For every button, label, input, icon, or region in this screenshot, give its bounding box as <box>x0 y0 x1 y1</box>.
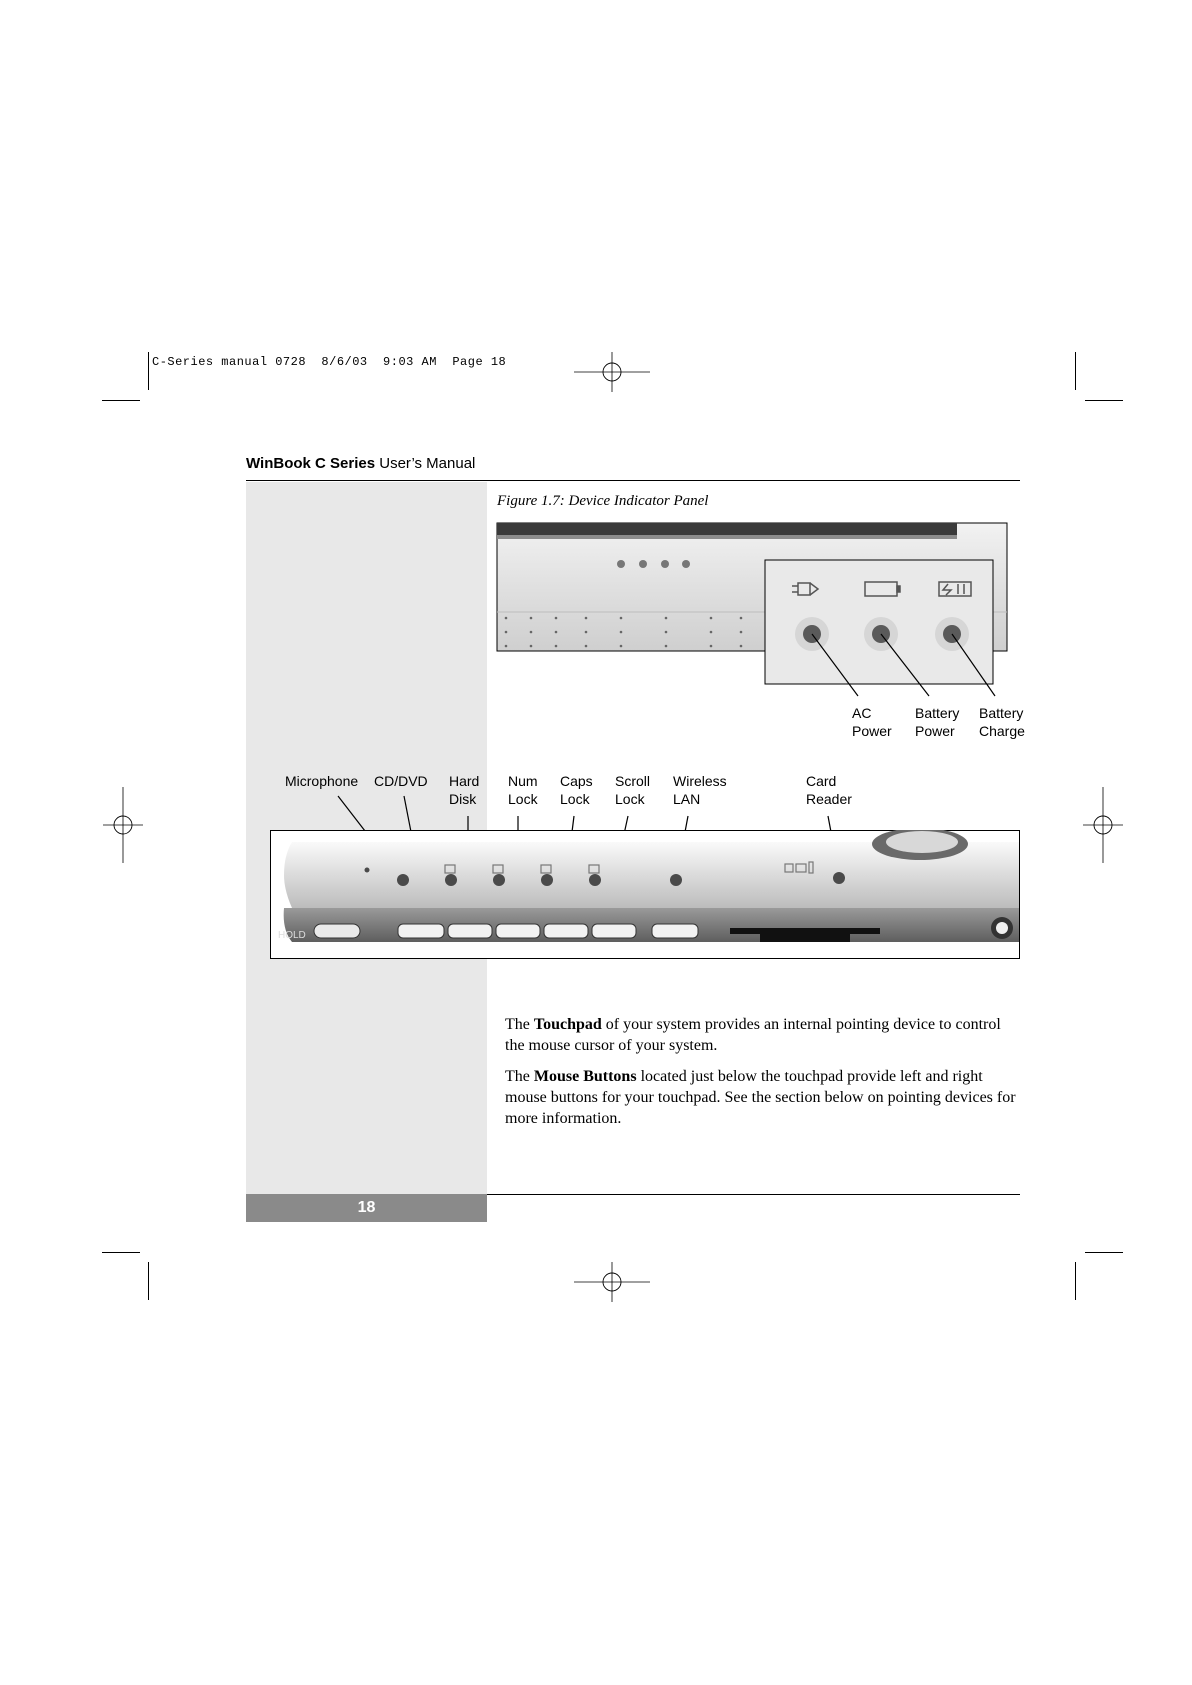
registration-mark-top <box>574 352 650 392</box>
label-card-reader: Card Reader <box>806 773 852 807</box>
figure-caption: Figure 1.7: Device Indicator Panel <box>497 493 709 509</box>
footer-rule <box>487 1194 1020 1195</box>
label-cd-dvd: CD/DVD <box>374 773 428 789</box>
touchpad-paragraph: The Touchpad of your system provides an internal pointing device to control the mouse cursor of your system. <box>505 1016 1001 1054</box>
registration-mark-left <box>103 787 143 863</box>
header-title: User’s Manual <box>375 455 476 472</box>
label-ac-power: AC Power <box>852 705 892 739</box>
laptop-front-photo <box>270 830 1020 959</box>
top-leader-lines <box>800 620 1020 700</box>
crop-mark <box>1085 400 1123 401</box>
registration-mark-right <box>1083 787 1123 863</box>
mouse-buttons-paragraph: The Mouse Buttons located just below the touchpad provide left and right mouse buttons for your touchpad. See the section below on pointing devices for more information. <box>505 1068 1016 1127</box>
crop-mark <box>1075 1262 1076 1300</box>
header-rule <box>246 480 1020 481</box>
crop-mark <box>148 1262 149 1300</box>
page-number: 18 <box>246 1194 487 1222</box>
crop-mark <box>102 400 140 401</box>
running-header <box>246 455 475 472</box>
label-num-lock: Num Lock <box>508 773 538 807</box>
hold-label: HOLD <box>278 930 306 941</box>
crop-mark <box>1085 1252 1123 1253</box>
label-caps-lock: Caps Lock <box>560 773 593 807</box>
header-brand: WinBook C Series <box>246 455 376 472</box>
print-slug: C-Series manual 0728 8/6/03 9:03 AM Page 18 <box>152 355 507 369</box>
label-battery-power: Battery Power <box>915 705 960 739</box>
crop-mark <box>1075 352 1076 390</box>
label-hard-disk: Hard Disk <box>449 773 480 807</box>
label-microphone: Microphone <box>285 773 359 789</box>
label-scroll-lock: Scroll Lock <box>615 773 651 807</box>
crop-mark <box>148 352 149 390</box>
registration-mark-bottom <box>574 1262 650 1302</box>
label-wireless-lan: Wireless LAN <box>673 773 727 807</box>
label-battery-charge: Battery Charge <box>979 705 1025 739</box>
crop-mark <box>102 1252 140 1253</box>
